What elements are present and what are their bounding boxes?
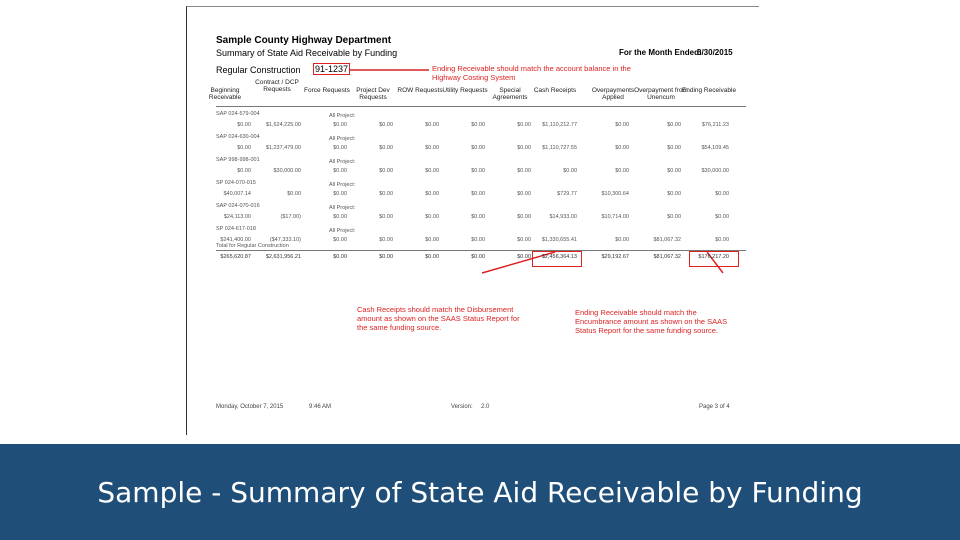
- total-label: Total for Regular Construction: [216, 243, 289, 249]
- table-cell: $0.00: [425, 191, 439, 197]
- table-cell: $1,624,225.00: [265, 122, 301, 128]
- table-cell: $0.00: [667, 214, 681, 220]
- table-cell: $0.00: [615, 168, 629, 174]
- total-cell: $2,456,364.13: [541, 254, 577, 260]
- table-cell: $0.00: [333, 191, 347, 197]
- table-cell: $0.00: [333, 214, 347, 220]
- slide-caption: Sample - Summary of State Aid Receivable by Funding: [97, 475, 863, 509]
- table-cell: $54,109.45: [701, 145, 729, 151]
- footer-time: 9:46 AM: [309, 404, 332, 410]
- project-label: All Project:: [329, 205, 356, 211]
- project-id: SAP 024-579-004: [216, 111, 260, 117]
- total-cell: $0.00: [471, 254, 485, 260]
- table-cell: $0.00: [425, 122, 439, 128]
- table-cell: ($47,333.10): [269, 237, 301, 243]
- annotation-cash-receipts: Cash Receipts should match the Disbursement amount as shown on the SAAS Status Report for the same funding source.: [357, 305, 520, 332]
- table-cell: $241,400.00: [220, 237, 251, 243]
- table-cell: $76,211.23: [701, 122, 729, 128]
- table-cell: $0.00: [425, 168, 439, 174]
- period-label: For the Month Ended:: [619, 48, 702, 57]
- total-cell: $265,620.87: [220, 254, 251, 260]
- column-header: Cash Receipts: [533, 87, 577, 94]
- project-label: All Project:: [329, 159, 356, 165]
- table-cell: $30,000.00: [701, 168, 729, 174]
- column-header: Overpayment from Unencum: [634, 87, 688, 101]
- total-cell: $81,067.32: [653, 254, 681, 260]
- total-cell: $0.00: [333, 254, 347, 260]
- table-cell: $0.00: [287, 191, 301, 197]
- project-label: All Project:: [329, 113, 356, 119]
- table-cell: $81,067.32: [653, 237, 681, 243]
- table-cell: $1,110,212.77: [542, 122, 577, 128]
- table-cell: $0.00: [615, 122, 629, 128]
- table-cell: $0.00: [667, 122, 681, 128]
- table-cell: $1,237,479.00: [265, 145, 301, 151]
- project-id: SAP 998-998-001: [216, 157, 260, 163]
- total-cell: $0.00: [379, 254, 393, 260]
- table-cell: $0.00: [517, 168, 531, 174]
- table-cell: $0.00: [517, 122, 531, 128]
- table-cell: $14,933.00: [549, 214, 577, 220]
- column-header: Contract / DCP Requests: [255, 79, 299, 93]
- table-cell: $0.00: [237, 145, 251, 151]
- column-header: Project Dev Requests: [356, 87, 390, 101]
- header-divider: [216, 106, 746, 107]
- table-cell: $0.00: [333, 237, 347, 243]
- table-cell: $0.00: [333, 168, 347, 174]
- table-cell: $0.00: [379, 214, 393, 220]
- table-cell: $0.00: [379, 237, 393, 243]
- table-cell: $0.00: [517, 145, 531, 151]
- table-cell: $0.00: [667, 145, 681, 151]
- table-cell: $0.00: [517, 191, 531, 197]
- period-value: 6/30/2015: [697, 48, 733, 57]
- table-cell: $0.00: [379, 145, 393, 151]
- annotation-ending-receivable: Ending Receivable should match the Encumbrance amount as shown on the SAAS Status Report for the same funding source.: [575, 308, 728, 335]
- footer-date: Monday, October 7, 2015: [216, 404, 284, 410]
- footer-version: 2.0: [481, 404, 490, 410]
- footer-page: Page 3 of 4: [699, 404, 730, 410]
- cash-receipts-highlight: [532, 251, 582, 267]
- ending-receivable-highlight: [689, 251, 739, 267]
- table-cell: $0.00: [237, 168, 251, 174]
- table-cell: $0.00: [379, 168, 393, 174]
- table-cell: $10,300.64: [601, 191, 629, 197]
- project-id: SAP 024-070-016: [216, 203, 260, 209]
- project-label: All Project:: [329, 228, 356, 234]
- table-cell: $0.00: [237, 122, 251, 128]
- table-cell: $0.00: [517, 214, 531, 220]
- table-cell: $729.77: [557, 191, 577, 197]
- table-cell: ($17.00): [280, 214, 301, 220]
- total-cell: $29,192.67: [601, 254, 629, 260]
- report-title: Sample County Highway Department: [216, 35, 392, 46]
- total-cell: $0.00: [425, 254, 439, 260]
- total-divider: [216, 250, 746, 251]
- column-header: Force Requests: [304, 87, 350, 94]
- table-cell: $0.00: [333, 145, 347, 151]
- table-cell: $0.00: [333, 122, 347, 128]
- column-header: ROW Requests: [397, 87, 443, 94]
- table-cell: $0.00: [379, 191, 393, 197]
- table-cell: $0.00: [667, 168, 681, 174]
- table-cell: $0.00: [517, 237, 531, 243]
- funding-code: 91-1237: [315, 64, 349, 74]
- table-cell: $1,110,727.55: [542, 145, 577, 151]
- table-cell: $0.00: [425, 214, 439, 220]
- caption-bar: [0, 444, 960, 540]
- table-cell: $0.00: [615, 237, 629, 243]
- project-id: SP 024-617-018: [216, 226, 256, 232]
- project-id: SAP 024-630-004: [216, 134, 260, 140]
- column-header: Beginning Receivable: [208, 87, 242, 101]
- annotation-ending-system: Ending Receivable should match the account balance in the Highway Costing System: [432, 64, 631, 82]
- column-header: Ending Receivable: [681, 87, 737, 94]
- table-cell: $0.00: [471, 237, 485, 243]
- table-cell: $0.00: [379, 122, 393, 128]
- table-cell: $40,007.14: [223, 191, 251, 197]
- total-cell: $2,631,956.21: [265, 254, 301, 260]
- table-cell: $0.00: [667, 191, 681, 197]
- table-cell: $0.00: [471, 145, 485, 151]
- table-cell: $0.00: [563, 168, 577, 174]
- table-cell: $0.00: [471, 191, 485, 197]
- footer-version-label: Version:: [451, 404, 473, 410]
- project-label: All Project:: [329, 136, 356, 142]
- report-page: [186, 6, 759, 435]
- column-header: Utility Requests: [442, 87, 488, 94]
- table-cell: $0.00: [715, 191, 729, 197]
- project-label: All Project:: [329, 182, 356, 188]
- table-cell: $0.00: [425, 237, 439, 243]
- table-cell: $24,113.00: [223, 214, 251, 220]
- table-cell: $0.00: [715, 214, 729, 220]
- column-header: Special Agreements: [492, 87, 528, 101]
- table-cell: $30,000.00: [273, 168, 301, 174]
- table-cell: $0.00: [425, 145, 439, 151]
- total-cell: $176,217.20: [698, 254, 729, 260]
- table-cell: $1,330,655.41: [541, 237, 577, 243]
- table-cell: $0.00: [471, 168, 485, 174]
- project-id: SP 024-070-015: [216, 180, 256, 186]
- table-cell: $0.00: [471, 122, 485, 128]
- column-header: Overpayments Applied: [591, 87, 635, 101]
- table-cell: $0.00: [615, 145, 629, 151]
- table-cell: $0.00: [471, 214, 485, 220]
- report-subtitle: Summary of State Aid Receivable by Funding: [216, 48, 398, 58]
- table-cell: $0.00: [715, 237, 729, 243]
- funding-label: Regular Construction: [216, 65, 301, 75]
- total-cell: $0.00: [517, 254, 531, 260]
- table-cell: $10,714.00: [601, 214, 629, 220]
